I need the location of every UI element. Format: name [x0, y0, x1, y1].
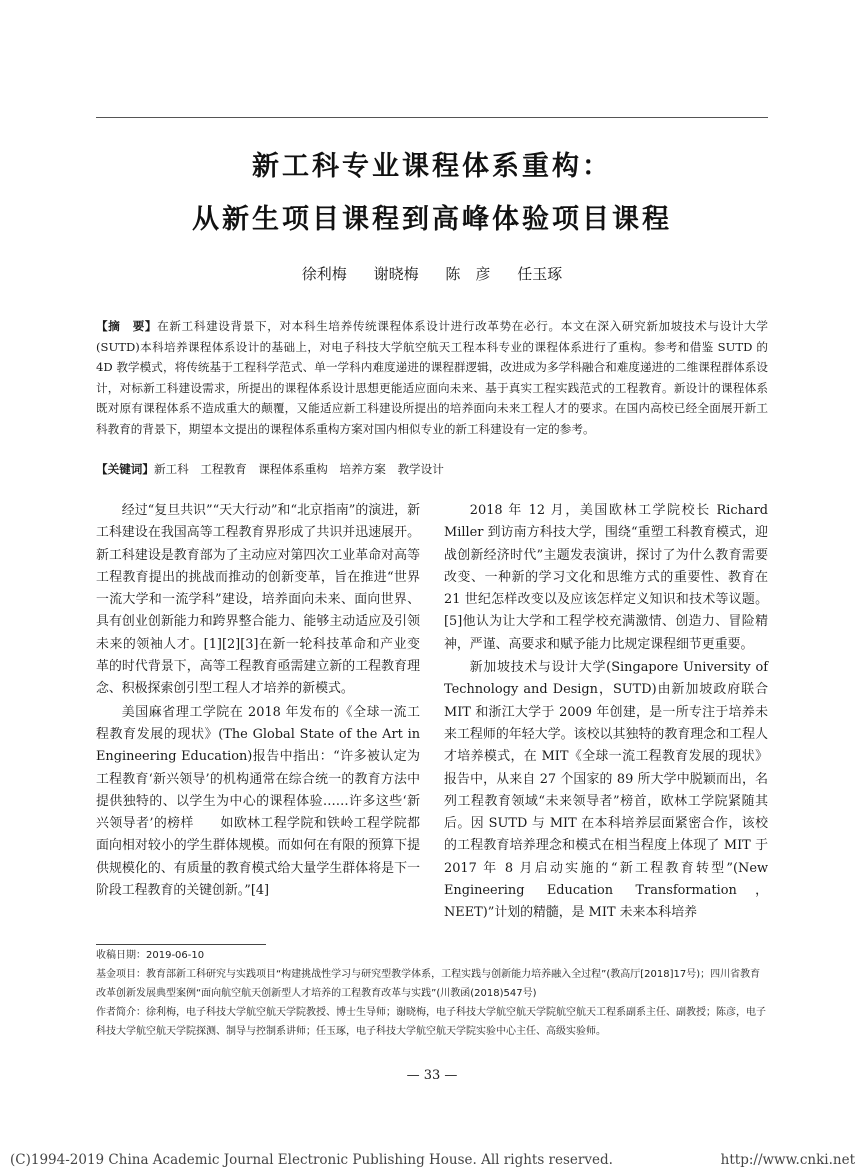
abstract [96, 316, 768, 440]
author-list [96, 263, 768, 284]
keywords [96, 459, 768, 479]
right-column [444, 500, 768, 925]
author-name: 谢晓梅 [373, 265, 419, 283]
author-name: 徐利梅 [301, 265, 347, 283]
footnote-rule [96, 944, 266, 945]
copyright-text: (C)1994-2019 China Academic Journal Electronic Publishing House. All rights reserved. [10, 1152, 613, 1168]
body-paragraph: 美国麻省理工学院在 2018 年发布的《全球一流工程教育发展的现状》(The Global State of the Art in Engineering Education)报告中指出：“许多被认定为工程教育‘新兴领导’的机构通常在综合统一的教育方法中提供独特的、以学生为中心的课程体验……许多这些‘新兴领导者’的榜样 如欧林工程学院和铁岭工程学院都面向相对较小的学生群体规模。而如何在有限的预算下提供规模化的、有质量的教育模式给大量学生群体将是下一阶段工程教育的关键创新。”[4] [96, 704, 420, 899]
page-number: — 33 — [406, 1068, 458, 1083]
footnote-authors: 作者简介：徐利梅，电子科技大学航空航天学院教授、博士生导师；谢晓梅，电子科技大学航空航天学院航空航天工程系副系主任、副教授；陈彦，电子科技大学航空航天学院探测、制导与控制系讲师；任玉琢，电子科技大学航空航天学院实验中心主任、高级实验师。 [96, 1007, 766, 1037]
left-column [96, 500, 420, 902]
body-paragraph: 2018 年 12 月，美国欧林工学院校长 Richard Miller 到访南方科技大学，围绕“重塑工科教育模式，迎战创新经济时代”主题发表演讲，探讨了为什么教育需要改变、一种新的学习文化和思维方式的重要性、教育在 21 世纪怎样改变以及应该怎样定义知识和技术等议题。[5]他认为让大学和工程学校充满激情、创造力、冒险精神，严谨、高要求和赋予能力比规定课程细节更重要。 [444, 503, 768, 652]
author-name: 任玉琢 [517, 265, 563, 283]
body-paragraph: 经过“复旦共识”“天大行动”和“北京指南”的演进，新工科建设在我国高等工程教育界形成了共识并迅速展开。新工科建设是教育部为了主动应对第四次工业革命对高等工程教育提出的挑战而推动的创新变革，旨在推进“世界一流大学和一流学科”建设，培养面向未来、面向世界、具有创业创新能力和跨界整合能力、能够主动适应及引领未来的领袖人才。[1][2][3]在新一轮科技革命和产业变革的时代背景下，高等工程教育亟需建立新的工程教育理念、积极探索创引型工程人才培养的新模式。 [96, 503, 420, 697]
footnote-received: 收稿日期：2019-06-10 [96, 950, 205, 961]
title-line-2: 从新生项目课程到高峰体验项目课程 [192, 204, 672, 235]
author-name: 陈 彦 [445, 265, 491, 283]
title-line-1: 新工科专业课程体系重构： [252, 151, 612, 182]
footnote-funding: 基金项目：教育部新工科研究与实践项目“构建挑战性学习与研究型教学体系，工程实践与创新能力培养融入全过程”(教高厅[2018]17号)；四川省教育改革创新发展典型案例“面向航空航天创新型人才培养的工程教育改革与实践”(川教函(2018)547号) [96, 969, 761, 999]
header-rule [96, 117, 768, 118]
body-paragraph: 新加坡技术与设计大学(Singapore University of Technology and Design，SUTD)由新加坡政府联合 MIT 和浙江大学于 2009 年创建，是一所专注于培养未来工程师的年轻大学。该校以其独特的教育理念和工程人才培养模式，在 MIT《全球一流工程教育发展的现状》报告中，从来自 27 个国家的 89 所大学中脱颖而出，名列工程教育领域“未来领导者”榜首，欧林工学院紧随其后。因 SUTD 与 MIT 在本科培养层面紧密合作，该校的工程教育培养理念和模式在相当程度上体现了 MIT 于 2017 年 8 月启动实施的“新工程教育转型”(New Engineering Education Transformation，NEET)”计划的精髓，是 MIT 未来本科培养 [444, 660, 768, 921]
keywords-label: 【关键词】 [96, 462, 154, 476]
abstract-label: 【摘 要】 [96, 319, 158, 333]
source-url: http://www.cnki.net [720, 1152, 855, 1168]
footnotes [96, 946, 768, 1041]
keywords-text: 新工科 工程教育 课程体系重构 培养方案 教学设计 [153, 462, 444, 476]
copyright-bar [10, 1152, 855, 1168]
abstract-text: 在新工科建设背景下，对本科生培养传统课程体系设计进行改革势在必行。本文在深入研究新加坡技术与设计大学(SUTD)本科培养课程体系设计的基础上，对电子科技大学航空航天工程本科专业的课程体系进行了重构。参考和借鉴 SUTD 的 4D 教学模式，将传统基于工程科学范式、单一学科内难度递进的课程群逻辑，改进成为多学科融合和难度递进的二维课程群体系设计，对标新工科建设需求，所提出的课程体系设计思想更能适应面向未来、基于真实工程实践范式的工程教育。新设计的课程体系既对原有课程体系不造成重大的颠覆，又能适应新工科建设所提出的培养面向未来工程人才的要求。在国内高校已经全面展开新工科教育的背景下，期望本文提出的课程体系重构方案对国内相似专业的新工科建设有一定的参考。 [96, 319, 768, 436]
